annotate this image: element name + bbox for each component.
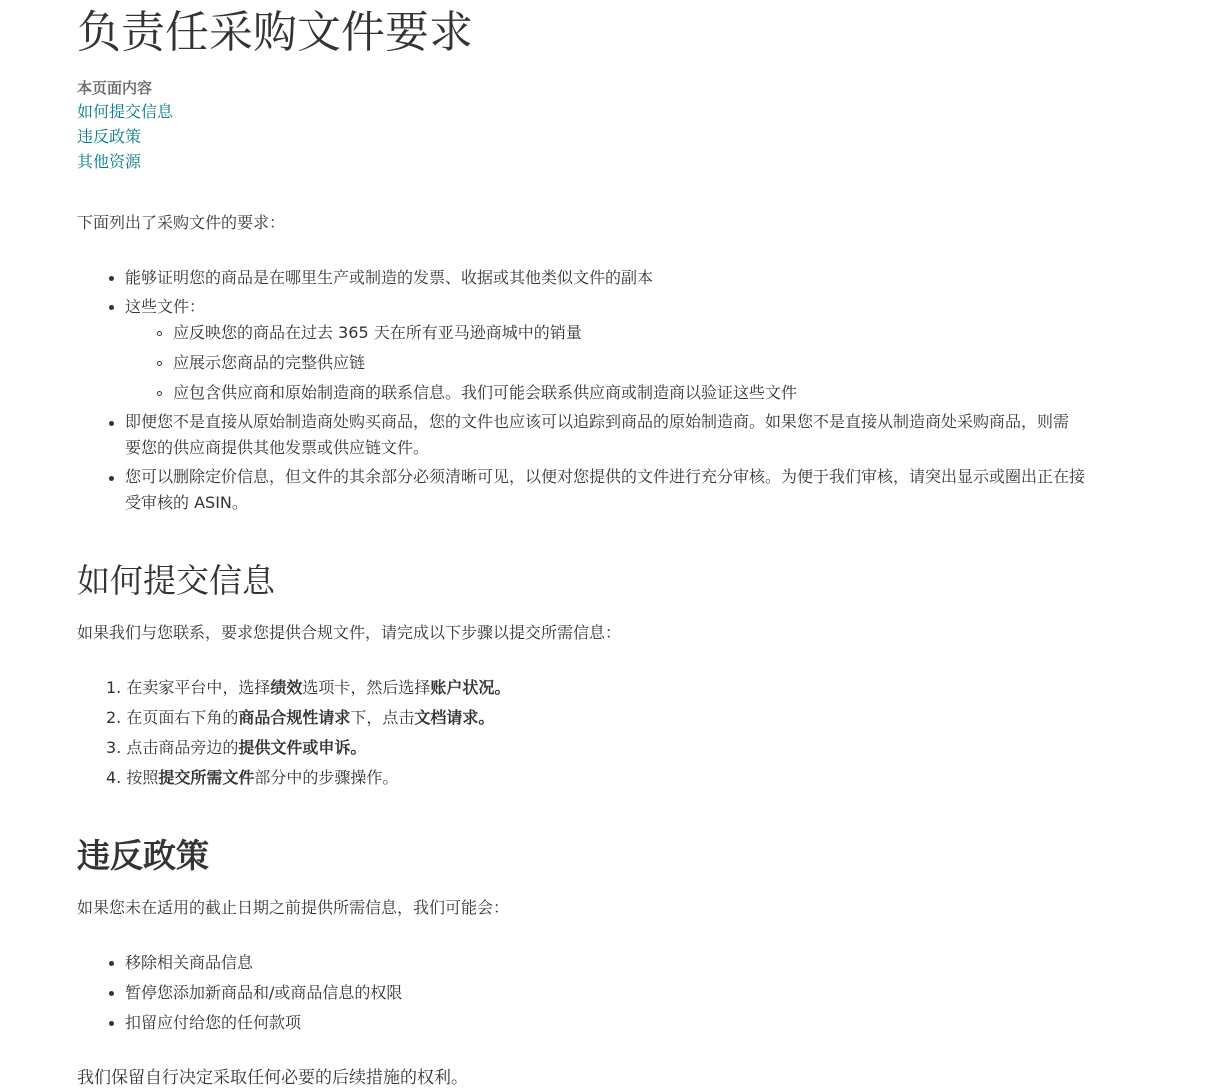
step-text: 选项卡，然后选择 [302,678,431,697]
bullet-circle [157,391,162,396]
step-text: 部分中的步骤操作。 [254,768,399,787]
toc-title: 本页面内容 [77,79,153,97]
list-item: 应展示您商品的完整供应链 [173,353,366,372]
list-item: 暂停您添加新商品和/或商品信息的权限 [125,983,403,1002]
closing-text: 我们保留自行决定采取任何必要的后续措施的权利。 [77,1068,468,1088]
toc-link-submit[interactable]: 如何提交信息 [77,102,174,121]
list-item: 您可以删除定价信息，但文件的其余部分必须清晰可见，以便对您提供的文件进行充分审核。为便于我们审核，请突出显示或圈出正在接受审核的 ASIN。 [125,467,1086,512]
bullet-dot [109,421,114,426]
step-bold: 绩效 [270,678,303,697]
bullet-dot [109,961,114,966]
list-item: 应包含供应商和原始制造商的联系信息。我们可能会联系供应商或制造商以验证这些文件 [173,383,798,402]
step-text: 在页面右下角的 [126,708,239,727]
step-bold: 提交所需文件 [158,768,255,787]
bullet-dot [109,305,114,310]
bullet-circle [157,361,162,366]
step-number: 2. [106,708,122,727]
step-bold: 账户状况 [430,678,495,697]
section-heading-violation: 违反政策 [77,836,209,875]
intro-text: 下面列出了采购文件的要求： [77,213,286,232]
toc-link-violation[interactable]: 违反政策 [77,127,142,146]
list-item: 能够证明您的商品是在哪里生产或制造的发票、收据或其他类似文件的副本 [125,268,654,287]
step-text: 下，点击 [350,708,415,727]
step-number: 1. [106,678,122,697]
list-item: 移除相关商品信息 [125,953,254,972]
step-bold: 提供文件或申诉 [238,738,351,757]
list-item: 应反映您的商品在过去 365 天在所有亚马逊商城中的销量 [173,323,582,342]
violation-intro: 如果您未在适用的截止日期之前提供所需信息，我们可能会： [77,898,510,917]
bullet-dot [109,991,114,996]
step-text: 在卖家平台中，选择 [126,678,271,697]
step-item [106,707,494,729]
section-heading-submit: 如何提交信息 [77,561,275,600]
list-item: 这些文件： [125,297,206,316]
page-title: 负责任采购文件要求 [77,7,473,58]
step-text: 点击商品旁边的 [126,738,239,757]
bullet-circle [157,331,162,336]
list-item: 即便您不是直接从原始制造商处购买商品，您的文件也应该可以追踪到商品的原始制造商。如果您不是直接从制造商处采购商品，则需要您的供应商提供其他发票或供应链文件。 [125,412,1070,457]
step-number: 4. [106,768,122,787]
step-item [106,677,510,699]
list-item: 扣留应付给您的任何款项 [125,1013,302,1032]
step-item [106,767,398,789]
bullet-dot [109,1021,114,1026]
step-number: 3. [106,738,122,757]
step-text: 。 [494,678,511,697]
step-text: 按照 [126,768,159,787]
step-text: 。 [350,738,367,757]
submit-intro: 如果我们与您联系，要求您提供合规文件，请完成以下步骤以提交所需信息： [77,623,622,642]
step-text: 。 [478,708,495,727]
toc-link-resources[interactable]: 其他资源 [77,152,142,171]
bullet-dot [109,276,114,281]
step-bold: 商品合规性请求 [238,708,351,727]
step-item [106,737,366,759]
step-bold: 文档请求 [414,708,479,727]
bullet-dot [109,476,114,481]
